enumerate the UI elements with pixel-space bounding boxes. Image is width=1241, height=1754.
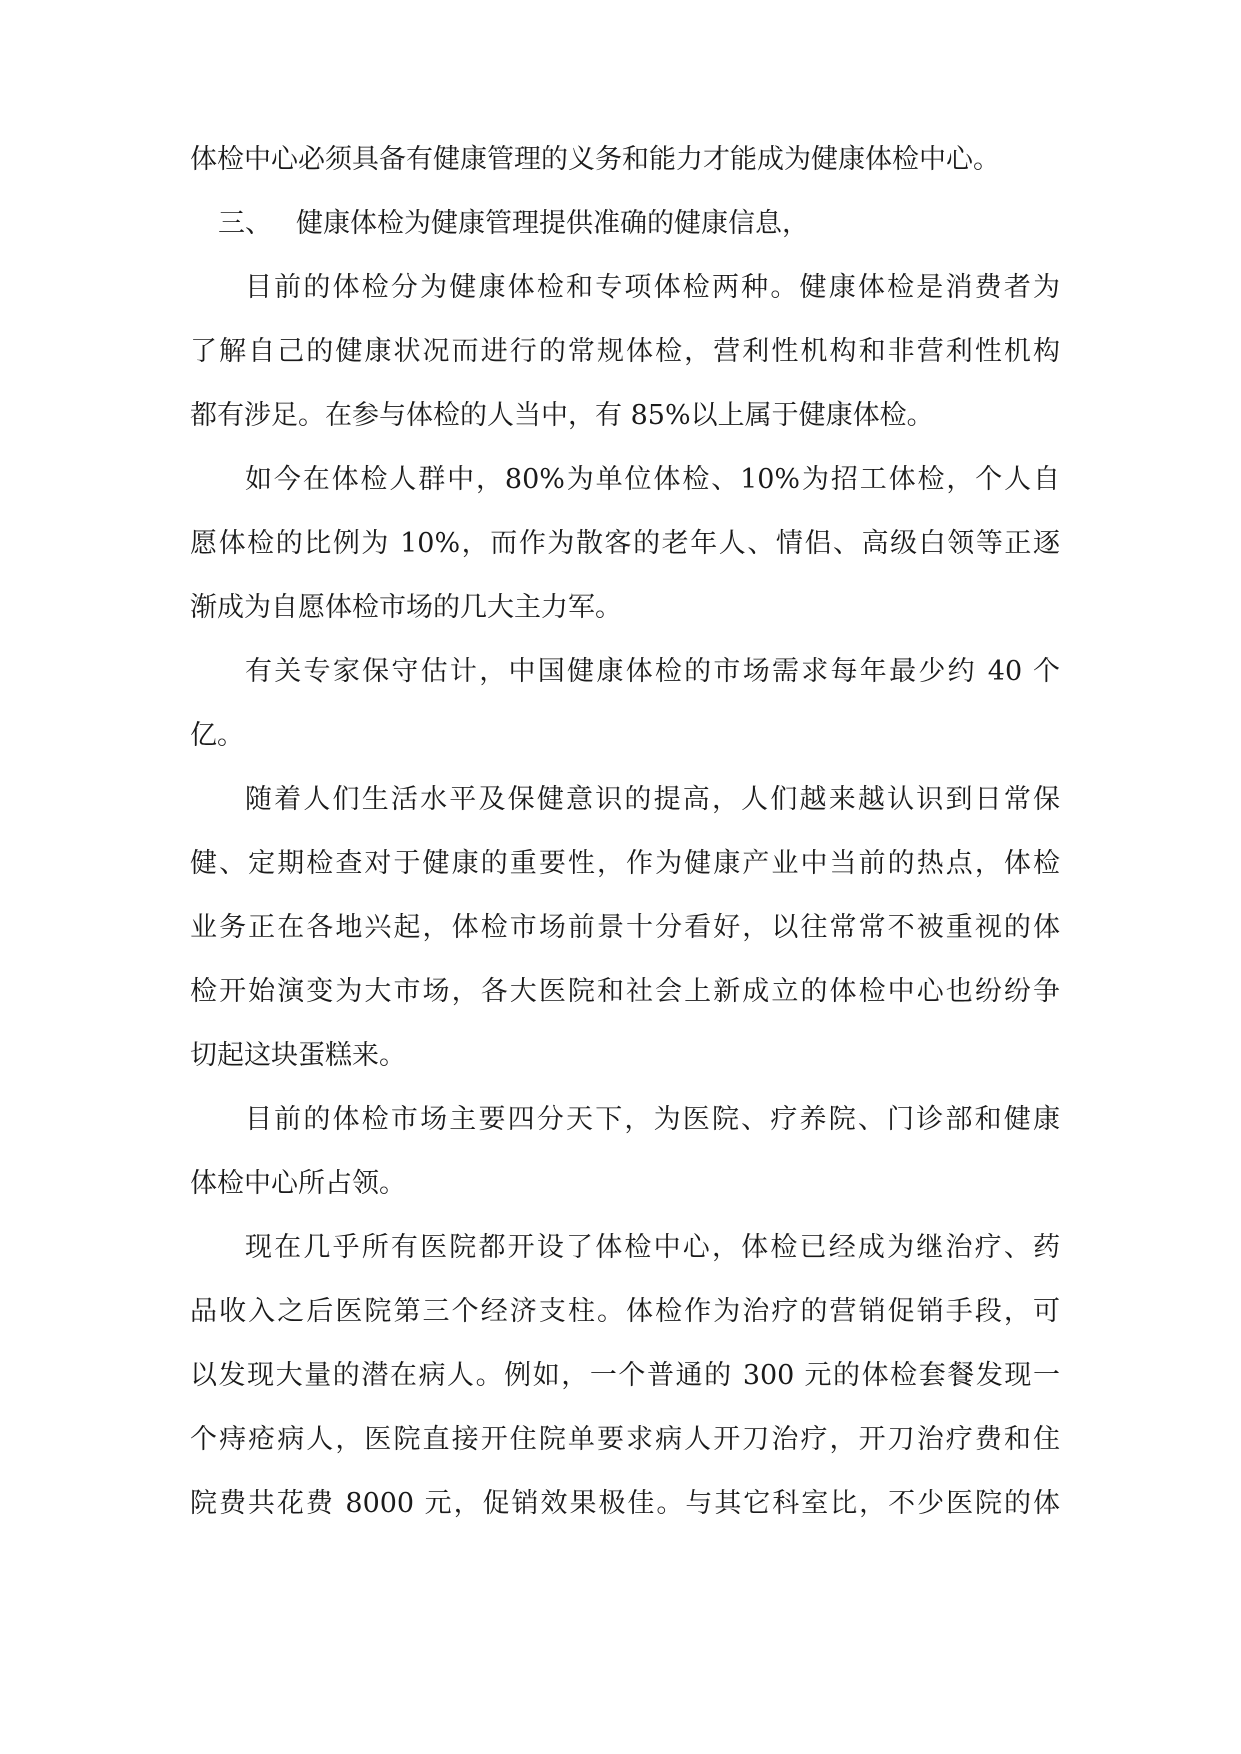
paragraph-line: 都有涉足。在参与体检的人当中，有 85%以上属于健康体检。 bbox=[190, 400, 934, 431]
paragraph-line: 现在几乎所有医院都开设了体检中心，体检已经成为继治疗、药 bbox=[245, 1232, 1060, 1263]
paragraph-line: 检开始演变为大市场，各大医院和社会上新成立的体检中心也纷纷争 bbox=[190, 976, 1060, 1007]
paragraph-line: 健、定期检查对于健康的重要性，作为健康产业中当前的热点，体检 bbox=[190, 848, 1060, 879]
section-number: 三、 bbox=[218, 208, 272, 239]
paragraph-line: 切起这块蛋糕来。 bbox=[190, 1040, 406, 1071]
paragraph-line: 渐成为自愿体检市场的几大主力军。 bbox=[190, 592, 622, 623]
paragraph-line: 体检中心必须具备有健康管理的义务和能力才能成为健康体检中心。 bbox=[190, 144, 1000, 175]
paragraph-line: 以发现大量的潜在病人。例如，一个普通的 300 元的体检套餐发现一 bbox=[190, 1360, 1060, 1391]
paragraph-line: 愿体检的比例为 10%，而作为散客的老年人、情侣、高级白领等正逐 bbox=[190, 528, 1060, 559]
paragraph-line: 目前的体检市场主要四分天下，为医院、疗养院、门诊部和健康 bbox=[245, 1104, 1060, 1135]
paragraph-line: 体检中心所占领。 bbox=[190, 1168, 406, 1199]
paragraph-line: 如今在体检人群中，80%为单位体检、10%为招工体检，个人自 bbox=[245, 464, 1060, 495]
paragraph-line: 品收入之后医院第三个经济支柱。体检作为治疗的营销促销手段，可 bbox=[190, 1296, 1060, 1327]
paragraph-line: 亿。 bbox=[190, 720, 244, 751]
paragraph-line: 随着人们生活水平及保健意识的提高，人们越来越认识到日常保 bbox=[245, 784, 1060, 815]
paragraph-line: 院费共花费 8000 元，促销效果极佳。与其它科室比，不少医院的体 bbox=[190, 1488, 1060, 1519]
paragraph-line: 有关专家保守估计，中国健康体检的市场需求每年最少约 40 个 bbox=[245, 656, 1060, 687]
paragraph-line: 目前的体检分为健康体检和专项体检两种。健康体检是消费者为 bbox=[245, 272, 1060, 303]
paragraph-line: 个痔疮病人，医院直接开住院单要求病人开刀治疗，开刀治疗费和住 bbox=[190, 1424, 1060, 1455]
paragraph-line: 业务正在各地兴起，体检市场前景十分看好，以往常常不被重视的体 bbox=[190, 912, 1060, 943]
paragraph-line: 了解自己的健康状况而进行的常规体检，营利性机构和非营利性机构 bbox=[190, 336, 1060, 367]
section-heading: 健康体检为健康管理提供准确的健康信息， bbox=[296, 208, 809, 239]
